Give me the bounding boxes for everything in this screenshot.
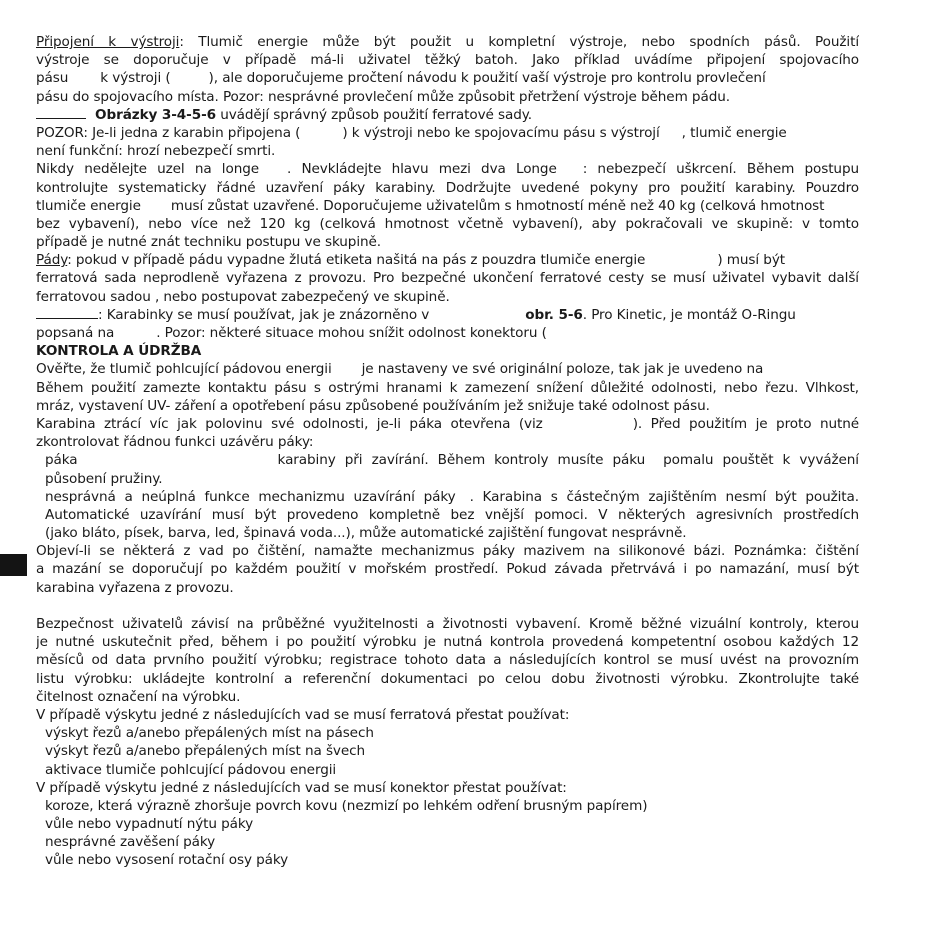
check-item: nesprávná a neúplná funkce mechanizmu uzavírání páky . Karabina s částečným zajištěním nesmí být použita. xyxy=(45,488,859,505)
text-line: případě je nutné znát techniku postupu ve skupině. xyxy=(36,234,382,251)
list-intro: V případě výskytu jedné z následujících vad se musí konektor přestat používat: xyxy=(36,779,567,796)
text-line: a mazání se doporučují po každém použití v mořském prostředí. Pokud závada přetrvává i po namazání, musí být xyxy=(36,561,859,578)
text-line: mráz, vystavení UV- záření a opotřebení pásu způsobené používáním jež snižuje také odolnost pásu. xyxy=(36,397,710,414)
text-line: Připojení k výstroji: Tlumič energie může být použit u kompletní výstroje, nebo spodních pásů. Použití xyxy=(36,34,859,50)
list-item: koroze, která výrazně zhoršuje povrch kovu (nezmizí po lehkém odření brusným papírem) xyxy=(45,797,648,814)
text-line: tlumiče energie musí zůstat uzavřené. Doporučujeme uživatelům s hmotností méně než 40 kg (celková hmotnost xyxy=(36,197,825,214)
text-line: výstroje se doporučuje v případě má-li uživatel těžký batoh. Jako příklad uvádíme připojení spojovacího xyxy=(36,52,859,69)
side-tab-marker xyxy=(0,554,27,576)
text-line: listu výrobku: ukládejte kontrolní a referenční dokumentaci po celou dobu životnosti výrobku. Zkontrolujte také xyxy=(36,670,859,687)
text-line: Objeví-li se některá z vad po čištění, namažte mechanizmus páky mazivem na silikonové bázi. Poznámka: čištění xyxy=(36,543,859,560)
text-line: popsaná na . Pozor: některé situace mohou snížit odolnost konektoru ( xyxy=(36,325,547,341)
figure-reference: obr. 5-6 xyxy=(525,306,583,323)
text-line: pásu do spojovacího místa. Pozor: nesprávné provlečení může způsobit přetržení výstroje během pádu. xyxy=(36,88,730,105)
text-line: pásu k výstroji ( ), ale doporučujeme pročtení návodu k použití vaší výstroje pro kontrolu provlečení xyxy=(36,70,766,87)
text-line: Bezpečnost uživatelů závisí na průběžné využitelnosti a životnosti vybavení. Kromě běžné vizuální kontroly, kterou xyxy=(36,616,859,632)
text-line: čitelnost označení na výrobku. xyxy=(36,688,241,705)
text-line: POZOR: Je-li jedna z karabin připojena ( ) k výstroji nebo ke spojovacímu pásu s výstrojí , tlumič energie xyxy=(36,124,787,141)
check-item: páka karabiny při zavírání. Během kontroly musíte páku pomalu pouštět k vyvážení xyxy=(45,452,859,469)
text-line: Během použití zamezte kontaktu pásu s ostrými hranami k zamezení snížení důležité odolnosti, nebo řezu. Vlhkost, xyxy=(36,379,859,396)
text-line: Nikdy nedělejte uzel na longe . Nevkládejte hlavu mezi dva Longe : nebezpečí uškrcení. Během postupu xyxy=(36,161,859,178)
figure-reference: Obrázky 3-4-5-6 xyxy=(95,106,216,123)
section-label: Pády xyxy=(36,252,68,269)
document-page xyxy=(36,33,859,870)
text-line: Ověřte, že tlumič pohlcující pádovou energii je nastaveny ve své originální poloze, tak jak je uvedeno na xyxy=(36,361,764,378)
text-line: je nutné uskutečnit před, během i po použití výrobku je nutná kontrola provedená kompetentní osobou každých 12 xyxy=(36,634,859,651)
list-item: vůle nebo vypadnutí nýtu páky xyxy=(45,816,254,833)
section-label: Připojení k výstroji xyxy=(36,34,180,50)
text-line: není funkční: hrozí nebezpečí smrti. xyxy=(36,143,276,160)
text-line: ferratovou sadou , nebo postupovat zabezpečený ve skupině. xyxy=(36,288,450,305)
text-line: Obrázky 3-4-5-6 uvádějí správný způsob použití ferratové sady. xyxy=(36,106,859,124)
text-line: Pády: pokud v případě pádu vypadne žlutá etiketa našitá na pás z pouzdra tlumiče energie ) musí být xyxy=(36,252,785,269)
check-item: Automatické uzavírání musí být provedeno kompletně bez vnější pomoci. V některých agresivních prostředích xyxy=(45,506,859,523)
list-intro: V případě výskytu jedné z následujících vad se musí ferratová přestat používat: xyxy=(36,706,570,723)
list-item: aktivace tlumiče pohlcující pádovou energii xyxy=(45,761,337,778)
check-item: (jako bláto, písek, barva, led, špinavá voda...), může automatické zajištění fungovat nesprávně. xyxy=(45,525,687,542)
text-line: zkontrolovat řádnou funkci uzávěru páky: xyxy=(36,434,314,451)
list-item: výskyt řezů a/anebo přepálených míst na pásech xyxy=(45,725,374,742)
text-line: kontrolujte systematicky řádné uzavření páky karabiny. Dodržujte uvedené pokyny pro použití karabiny. Pouzdro xyxy=(36,179,859,196)
section-heading: KONTROLA A ÚDRŽBA xyxy=(36,343,202,360)
list-item: vůle nebo vysosení rotační osy páky xyxy=(45,852,289,869)
text-line: : Karabinky se musí používat, jak je znázorněno v obr. 5-6. Pro Kinetic, je montáž O-Ringu xyxy=(36,306,859,324)
text-line: bez vybavení), nebo více než 120 kg (celková hmotnost včetně vybavení), aby pokračovali ve skupině: v tomto xyxy=(36,215,859,232)
text-line: ferratová sada neprodleně vyřazena z provozu. Pro bezpečné ukončení ferratové cesty se musí uživatel vybavit další xyxy=(36,270,859,287)
text-line: karabina vyřazena z provozu. xyxy=(36,579,234,596)
list-item: výskyt řezů a/anebo přepálených míst na švech xyxy=(45,743,366,760)
list-item: nesprávné zavěšení páky xyxy=(45,834,216,851)
check-item: působení pružiny. xyxy=(45,470,163,487)
text-line: měsíců od data prvního použití výrobku; registrace tohoto data a následujících kontrol se musí uvést na provozním xyxy=(36,652,859,669)
text-line: Karabina ztrácí víc jak polovinu své odolnosti, je-li páka otevřena (viz ). Před použitím je proto nutné xyxy=(36,415,859,432)
